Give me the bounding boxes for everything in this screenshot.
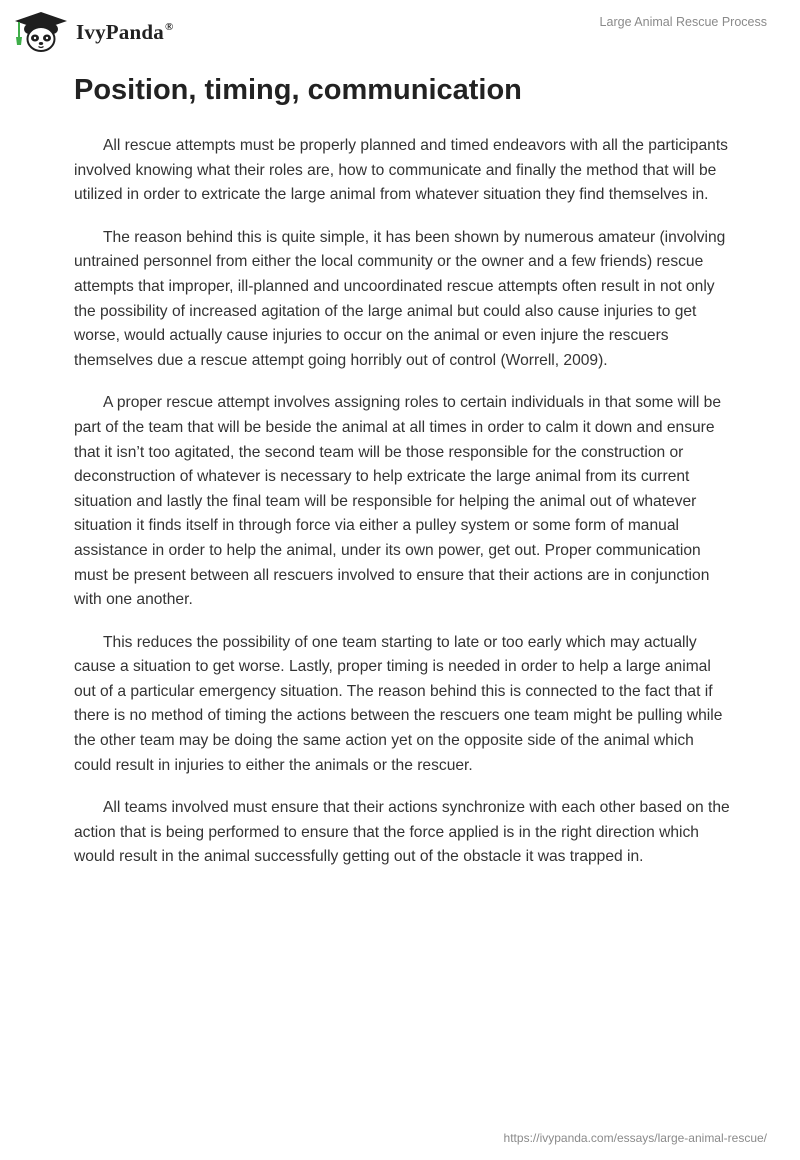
ivypanda-logo[interactable] xyxy=(12,9,173,53)
logo-wordmark-text: IvyPanda xyxy=(76,19,164,44)
paragraph: A proper rescue attempt involves assigning roles to certain individuals in that some will be part of the team that will be beside the animal at all times in order to calm it down and ensure that it isn’t too agitated, the second team will be those responsible for the construction or deconstruction of whatever is necessary to help extricate the large animal from its current situation and lastly the final team will be responsible for helping the animal out of whatever situation it finds itself in through force via either a pulley system or some form of manual assistance in order to help the animal, under its own power, get out. Proper communication must be present between all rescuers involved to ensure that their actions are in conjunction with one another. xyxy=(74,394,722,609)
paragraph: The reason behind this is quite simple, it has been shown by numerous amateur (involving untrained personnel from either the local community or the owner and a few friends) rescue attempts that improper, ill-planned and uncoordinated rescue attempts often result in not only the possibility of increased agitation of the large animal but could also cause injuries to get worse, would actually cause injuries to occur on the animal or even injure the rescuers themselves due a rescue attempt going horribly out of control (Worrell, 2009). xyxy=(74,228,726,369)
source-url-link[interactable]: https://ivypanda.com/essays/large-animal-rescue/ xyxy=(503,1131,767,1145)
logo-wordmark xyxy=(76,20,173,45)
paragraph: This reduces the possibility of one team starting to late or too early which may actually cause a situation to get worse. Lastly, proper timing is needed in order to help a large animal out of a particular emergency situation. The reason behind this is connected to the fact that if there is no method of timing the actions between the rescuers one team might be pulling while the other team may be doing the same action yet on the opposite side of the animal which could result in injuries to either the animals or the rescuer. xyxy=(74,633,723,774)
paragraph: All teams involved must ensure that their actions synchronize with each other based on the action that is being performed to ensure that the force applied is in the right direction which would result in the animal successfully getting out of the obstacle it was trapped in. xyxy=(74,799,730,866)
article-body xyxy=(74,134,734,888)
paragraph: All rescue attempts must be properly planned and timed endeavors with all the participants involved knowing what their roles are, how to communicate and finally the method that will be utilized in order to extricate the large animal from whatever situation they find themselves in. xyxy=(74,137,728,204)
page-title: Position, timing, communication xyxy=(74,74,522,106)
panda-graduate-logo-icon xyxy=(12,9,70,53)
registered-mark: ® xyxy=(164,20,174,33)
document-title: Large Animal Rescue Process xyxy=(599,15,767,29)
